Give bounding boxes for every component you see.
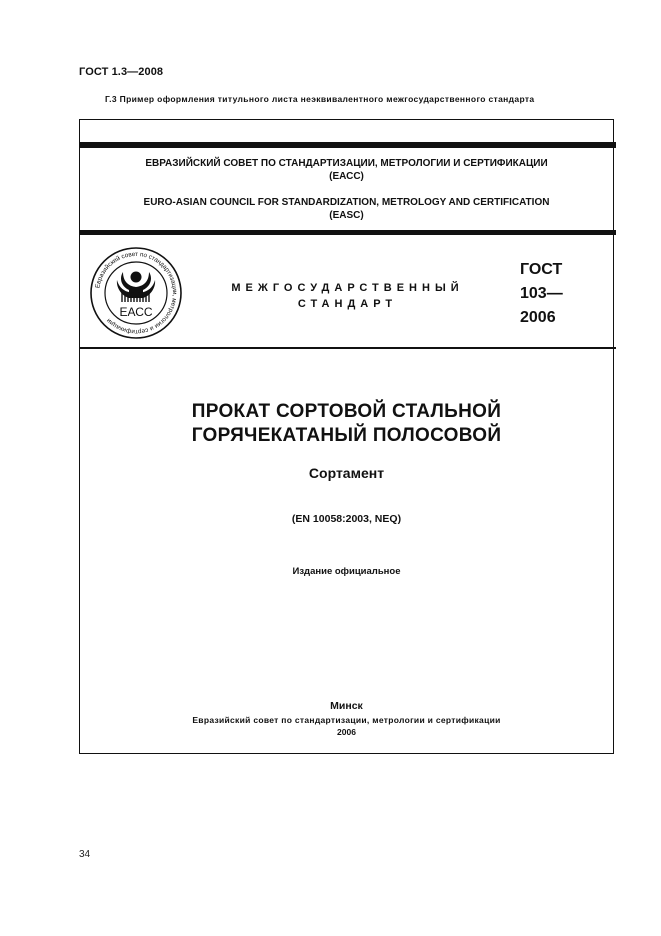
document-header: ГОСТ 1.3—2008	[79, 66, 164, 78]
document-title-line1: ПРОКАТ СОРТОВОЙ СТАЛЬНОЙ	[191, 401, 502, 422]
standard-type-line2: СТАНДАРТ	[297, 298, 398, 310]
easc-emblem-icon	[89, 246, 183, 340]
svg-text:Евразийский совет по стандарти: Евразийский совет по стандартизации, метрологии и сертификации	[94, 250, 179, 336]
council-abbr-en: (EASC)	[329, 210, 364, 221]
imprint-year: 2006	[337, 727, 356, 737]
divider-thick-middle	[79, 230, 616, 235]
gost-designation	[520, 258, 563, 330]
figure-caption: Г.3 Пример оформления титульного листа неэквивалентного межгосударственного стандарта	[105, 94, 535, 104]
standard-type	[210, 280, 485, 312]
gost-prefix: ГОСТ	[520, 261, 563, 278]
divider-thin	[79, 347, 616, 349]
document-title-line2: ГОРЯЧЕКАТАНЫЙ ПОЛОСОВОЙ	[191, 425, 502, 446]
imprint-publisher: Евразийский совет по стандартизации, метрологии и сертификации	[192, 715, 501, 725]
council-name-en-text: EURO-ASIAN COUNCIL FOR STANDARDIZATION, METROLOGY AND CERTIFICATION	[143, 197, 550, 208]
international-reference: (EN 10058:2003, NEQ)	[291, 513, 402, 525]
document-title	[80, 400, 613, 448]
council-name-ru	[80, 157, 613, 183]
document-subtitle: Сортамент	[308, 465, 385, 481]
standard-type-line1: МЕЖГОСУДАРСТВЕННЫЙ	[231, 282, 464, 294]
divider-thick-top	[79, 142, 616, 148]
council-name-ru-text: ЕВРАЗИЙСКИЙ СОВЕТ ПО СТАНДАРТИЗАЦИИ, МЕТРОЛОГИИ И СЕРТИФИКАЦИИ	[145, 158, 548, 169]
edition-label: Издание официальное	[292, 566, 401, 577]
title-page-frame	[79, 119, 614, 754]
page-number: 34	[79, 849, 91, 860]
gost-year: 2006	[520, 309, 556, 326]
logo-label: ЕАСС	[119, 305, 153, 319]
council-abbr-ru: (ЕАСС)	[329, 171, 364, 182]
imprint-city: Минск	[330, 700, 363, 712]
council-name-en	[80, 196, 613, 222]
gost-number: 103—	[520, 285, 563, 302]
